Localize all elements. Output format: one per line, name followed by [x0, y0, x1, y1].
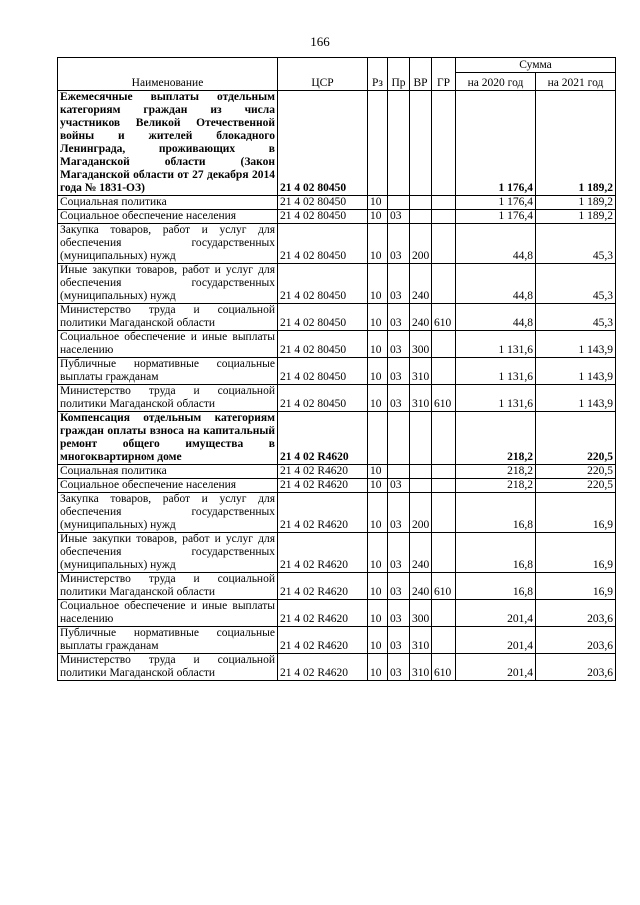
row-name-cell: Социальное обеспечение и иные выплаты населению — [58, 600, 278, 627]
table-row — [58, 91, 616, 196]
row-gr-cell: 610 — [432, 654, 456, 681]
row-rz-cell: 10 — [368, 600, 388, 627]
table-row — [58, 264, 616, 304]
row-vr-cell: 310 — [410, 627, 432, 654]
row-2020-value: 218,2 — [456, 465, 536, 479]
row-csr-cell: 21 4 02 R4620 — [278, 465, 368, 479]
header-year-2020: на 2020 год — [456, 73, 536, 91]
row-gr-cell: 610 — [432, 573, 456, 600]
row-pr-cell: 03 — [388, 533, 410, 573]
row-name-cell: Социальное обеспечение населения — [58, 210, 278, 224]
row-2020-value: 218,2 — [456, 412, 536, 465]
row-rz-cell — [368, 91, 388, 196]
row-vr-cell: 310 — [410, 358, 432, 385]
row-vr-cell — [410, 412, 432, 465]
table-row — [58, 331, 616, 358]
row-pr-cell — [388, 465, 410, 479]
row-2021-value: 16,9 — [536, 533, 616, 573]
row-pr-cell: 03 — [388, 304, 410, 331]
row-vr-cell: 300 — [410, 600, 432, 627]
row-gr-cell — [432, 627, 456, 654]
row-2021-value: 45,3 — [536, 304, 616, 331]
row-2020-value: 16,8 — [456, 533, 536, 573]
header-rz: Рз — [368, 58, 388, 91]
row-csr-cell: 21 4 02 80450 — [278, 304, 368, 331]
row-pr-cell: 03 — [388, 627, 410, 654]
row-gr-cell: 610 — [432, 304, 456, 331]
row-name-cell: Социальное обеспечение населения — [58, 479, 278, 493]
row-name-cell: Социальное обеспечение и иные выплаты населению — [58, 331, 278, 358]
row-2020-value: 201,4 — [456, 654, 536, 681]
row-csr-cell: 21 4 02 R4620 — [278, 627, 368, 654]
row-pr-cell: 03 — [388, 224, 410, 264]
row-name-cell: Министерство труда и социальной политики Магаданской области — [58, 573, 278, 600]
row-csr-cell: 21 4 02 R4620 — [278, 493, 368, 533]
row-2021-value: 16,9 — [536, 493, 616, 533]
table-row — [58, 573, 616, 600]
row-gr-cell — [432, 264, 456, 304]
row-pr-cell: 03 — [388, 654, 410, 681]
row-vr-cell — [410, 91, 432, 196]
row-2020-value: 218,2 — [456, 479, 536, 493]
row-csr-cell: 21 4 02 80450 — [278, 331, 368, 358]
row-2021-value: 1 143,9 — [536, 331, 616, 358]
row-csr-cell: 21 4 02 R4620 — [278, 412, 368, 465]
table-row — [58, 533, 616, 573]
row-pr-cell: 03 — [388, 493, 410, 533]
header-name: Наименование — [58, 58, 278, 91]
row-csr-cell: 21 4 02 R4620 — [278, 533, 368, 573]
row-name-cell: Закупка товаров, работ и услуг для обеспечения государственных (муниципальных) нужд — [58, 493, 278, 533]
row-name-cell: Министерство труда и социальной политики Магаданской области — [58, 385, 278, 412]
row-rz-cell: 10 — [368, 304, 388, 331]
row-2020-value: 16,8 — [456, 493, 536, 533]
row-2020-value: 44,8 — [456, 224, 536, 264]
row-2021-value: 1 189,2 — [536, 196, 616, 210]
table-row — [58, 600, 616, 627]
row-vr-cell: 240 — [410, 264, 432, 304]
row-gr-cell — [432, 493, 456, 533]
row-2020-value: 1 176,4 — [456, 196, 536, 210]
row-gr-cell — [432, 331, 456, 358]
table-row — [58, 654, 616, 681]
row-rz-cell: 10 — [368, 358, 388, 385]
row-name-cell: Публичные нормативные социальные выплаты гражданам — [58, 627, 278, 654]
row-csr-cell: 21 4 02 R4620 — [278, 573, 368, 600]
row-csr-cell: 21 4 02 R4620 — [278, 654, 368, 681]
row-rz-cell — [368, 412, 388, 465]
budget-table — [57, 57, 616, 681]
row-name-cell: Компенсация отдельным категориям граждан оплаты взноса на капитальный ремонт общего имущества в многоквартирном доме — [58, 412, 278, 465]
row-csr-cell: 21 4 02 80450 — [278, 196, 368, 210]
row-name-cell: Закупка товаров, работ и услуг для обеспечения государственных (муниципальных) нужд — [58, 224, 278, 264]
row-rz-cell: 10 — [368, 533, 388, 573]
row-gr-cell — [432, 210, 456, 224]
row-gr-cell — [432, 91, 456, 196]
row-2021-value: 203,6 — [536, 654, 616, 681]
row-2021-value: 1 189,2 — [536, 210, 616, 224]
row-vr-cell: 240 — [410, 533, 432, 573]
row-vr-cell — [410, 210, 432, 224]
row-vr-cell: 240 — [410, 304, 432, 331]
table-row — [58, 465, 616, 479]
table-header — [58, 58, 616, 91]
row-2020-value: 16,8 — [456, 573, 536, 600]
row-2020-value: 201,4 — [456, 627, 536, 654]
table-row — [58, 210, 616, 224]
table-row — [58, 224, 616, 264]
row-name-cell: Министерство труда и социальной политики Магаданской области — [58, 654, 278, 681]
header-vr: ВР — [410, 58, 432, 91]
row-gr-cell — [432, 533, 456, 573]
row-vr-cell: 310 — [410, 654, 432, 681]
row-name-cell: Публичные нормативные социальные выплаты гражданам — [58, 358, 278, 385]
row-vr-cell: 240 — [410, 573, 432, 600]
row-pr-cell — [388, 91, 410, 196]
table-body — [58, 91, 616, 681]
row-csr-cell: 21 4 02 R4620 — [278, 479, 368, 493]
row-csr-cell: 21 4 02 80450 — [278, 385, 368, 412]
row-pr-cell: 03 — [388, 358, 410, 385]
row-rz-cell: 10 — [368, 196, 388, 210]
row-rz-cell: 10 — [368, 331, 388, 358]
row-gr-cell — [432, 196, 456, 210]
row-csr-cell: 21 4 02 80450 — [278, 91, 368, 196]
row-2020-value: 1 131,6 — [456, 385, 536, 412]
table-row — [58, 493, 616, 533]
row-gr-cell — [432, 358, 456, 385]
row-vr-cell: 200 — [410, 224, 432, 264]
row-2021-value: 45,3 — [536, 264, 616, 304]
row-rz-cell: 10 — [368, 493, 388, 533]
row-rz-cell: 10 — [368, 654, 388, 681]
row-rz-cell: 10 — [368, 465, 388, 479]
table-row — [58, 304, 616, 331]
header-sum: Сумма — [456, 58, 616, 73]
row-rz-cell: 10 — [368, 385, 388, 412]
row-2021-value: 1 189,2 — [536, 91, 616, 196]
row-csr-cell: 21 4 02 80450 — [278, 358, 368, 385]
row-gr-cell — [432, 479, 456, 493]
row-pr-cell: 03 — [388, 331, 410, 358]
row-vr-cell — [410, 465, 432, 479]
row-2021-value: 45,3 — [536, 224, 616, 264]
row-pr-cell: 03 — [388, 385, 410, 412]
row-pr-cell: 03 — [388, 573, 410, 600]
row-2020-value: 1 131,6 — [456, 358, 536, 385]
row-gr-cell: 610 — [432, 385, 456, 412]
table-row — [58, 412, 616, 465]
row-gr-cell — [432, 465, 456, 479]
row-csr-cell: 21 4 02 R4620 — [278, 600, 368, 627]
row-2020-value: 44,8 — [456, 304, 536, 331]
row-pr-cell: 03 — [388, 210, 410, 224]
row-vr-cell — [410, 479, 432, 493]
table-row — [58, 196, 616, 210]
row-csr-cell: 21 4 02 80450 — [278, 224, 368, 264]
row-rz-cell: 10 — [368, 264, 388, 304]
row-2021-value: 203,6 — [536, 600, 616, 627]
header-csr: ЦСР — [278, 58, 368, 91]
row-csr-cell: 21 4 02 80450 — [278, 210, 368, 224]
table-row — [58, 358, 616, 385]
row-gr-cell — [432, 600, 456, 627]
row-vr-cell: 300 — [410, 331, 432, 358]
row-2021-value: 1 143,9 — [536, 385, 616, 412]
row-pr-cell: 03 — [388, 479, 410, 493]
table-row — [58, 385, 616, 412]
row-rz-cell: 10 — [368, 479, 388, 493]
row-pr-cell: 03 — [388, 264, 410, 304]
row-name-cell: Социальная политика — [58, 465, 278, 479]
row-pr-cell — [388, 412, 410, 465]
row-2021-value: 220,5 — [536, 412, 616, 465]
row-rz-cell: 10 — [368, 573, 388, 600]
table-row — [58, 627, 616, 654]
row-gr-cell — [432, 412, 456, 465]
row-2021-value: 220,5 — [536, 465, 616, 479]
row-rz-cell: 10 — [368, 224, 388, 264]
header-gr: ГР — [432, 58, 456, 91]
row-name-cell: Министерство труда и социальной политики Магаданской области — [58, 304, 278, 331]
row-name-cell: Иные закупки товаров, работ и услуг для обеспечения государственных (муниципальных) нужд — [58, 264, 278, 304]
row-name-cell: Иные закупки товаров, работ и услуг для обеспечения государственных (муниципальных) нужд — [58, 533, 278, 573]
row-2020-value: 1 131,6 — [456, 331, 536, 358]
page-number: 166 — [310, 34, 330, 49]
row-2021-value: 203,6 — [536, 627, 616, 654]
row-2020-value: 44,8 — [456, 264, 536, 304]
row-2020-value: 1 176,4 — [456, 91, 536, 196]
header-pr: Пр — [388, 58, 410, 91]
header-year-2021: на 2021 год — [536, 73, 616, 91]
row-name-cell: Социальная политика — [58, 196, 278, 210]
row-vr-cell — [410, 196, 432, 210]
row-2021-value: 1 143,9 — [536, 358, 616, 385]
row-name-cell: Ежемесячные выплаты отдельным категориям граждан из числа участников Великой Отечественной войны и жителей блокадного Ленинграда, проживающих в Магаданской области (Закон Магаданской области от 27 декабря 2014 года № 1831-ОЗ) — [58, 91, 278, 196]
row-rz-cell: 10 — [368, 210, 388, 224]
row-2020-value: 1 176,4 — [456, 210, 536, 224]
row-pr-cell: 03 — [388, 600, 410, 627]
row-2021-value: 16,9 — [536, 573, 616, 600]
row-vr-cell: 310 — [410, 385, 432, 412]
row-gr-cell — [432, 224, 456, 264]
row-rz-cell: 10 — [368, 627, 388, 654]
row-2020-value: 201,4 — [456, 600, 536, 627]
row-csr-cell: 21 4 02 80450 — [278, 264, 368, 304]
row-vr-cell: 200 — [410, 493, 432, 533]
row-pr-cell — [388, 196, 410, 210]
row-2021-value: 220,5 — [536, 479, 616, 493]
table-row — [58, 479, 616, 493]
